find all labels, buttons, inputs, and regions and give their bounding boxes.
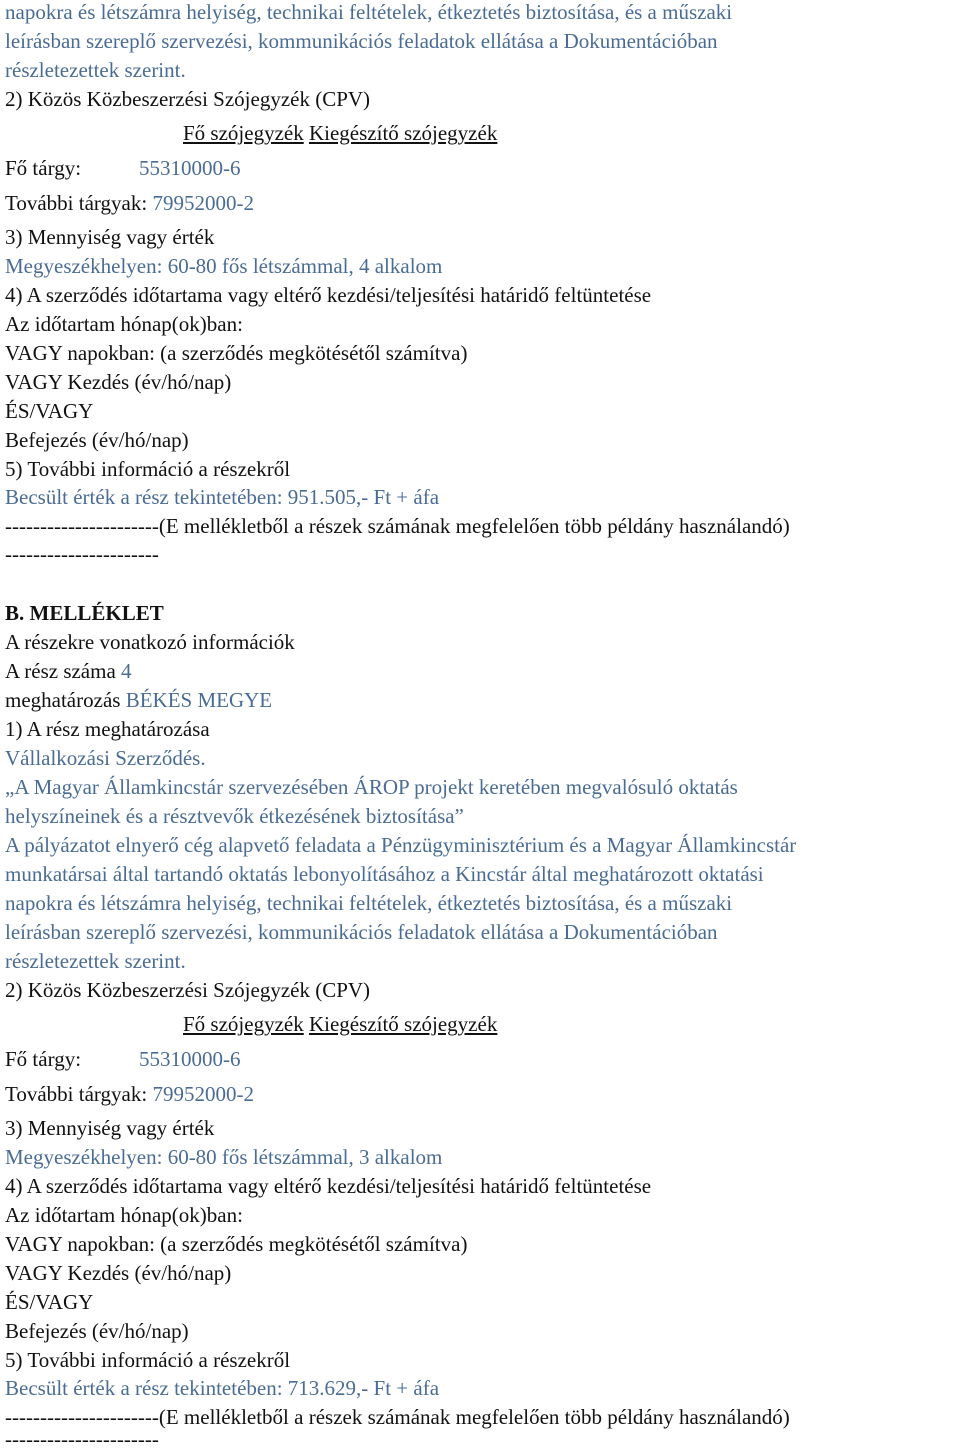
further-info-heading: 5) További információ a részekről bbox=[5, 457, 291, 481]
additional-object-label: További tárgyak: bbox=[5, 191, 148, 215]
duration-heading: 4) A szerződés időtartama vagy eltérő kezdési/teljesítési határidő feltüntetése bbox=[5, 283, 652, 307]
cpv-supp-vocab-label: Kiegészítő szójegyzék bbox=[308, 121, 498, 145]
end-date: Befejezés (év/hó/nap) bbox=[5, 1319, 189, 1343]
and-or: ÉS/VAGY bbox=[5, 1290, 94, 1314]
cpv-heading: 2) Közös Közbeszerzési Szójegyzék (CPV) bbox=[5, 978, 371, 1002]
quantity-value: Megyeszékhelyen: 60-80 fős létszámmal, 3 alkalom bbox=[5, 1145, 443, 1169]
separator-tail: ---------------------- bbox=[5, 542, 159, 566]
part-description-line: leírásban szereplő szervezési, kommunikációs feladatok ellátása a Dokumentációban bbox=[5, 29, 718, 53]
estimated-value: Becsült érték a rész tekintetében: 951.505,- Ft + áfa bbox=[5, 485, 440, 509]
cpv-main-object-row bbox=[5, 156, 241, 180]
cpv-supp-vocab-label: Kiegészítő szójegyzék bbox=[308, 1012, 498, 1036]
definition-value: BÉKÉS MEGYE bbox=[125, 688, 273, 712]
additional-object-code: 79952000-2 bbox=[152, 191, 254, 215]
main-object-code: 55310000-6 bbox=[139, 1047, 241, 1071]
duration-days: VAGY napokban: (a szerződés megkötésétől számítva) bbox=[5, 341, 468, 365]
task-line: munkatársai által tartandó oktatás lebonyolításához a Kincstár által meghatározott oktatási bbox=[5, 862, 764, 886]
start-date: VAGY Kezdés (év/hó/nap) bbox=[5, 370, 232, 394]
part-description-line: részletezettek szerint. bbox=[5, 58, 186, 82]
contract-type: Vállalkozási Szerződés. bbox=[5, 746, 206, 770]
duration-days: VAGY napokban: (a szerződés megkötésétől számítva) bbox=[5, 1232, 468, 1256]
part-definition-heading: 1) A rész meghatározása bbox=[5, 717, 210, 741]
task-line: leírásban szereplő szervezési, kommunikációs feladatok ellátása a Dokumentációban bbox=[5, 920, 718, 944]
cpv-additional-row bbox=[5, 191, 254, 215]
further-info-heading: 5) További információ a részekről bbox=[5, 1348, 291, 1372]
definition-row bbox=[5, 688, 272, 712]
main-object-label: Fő tárgy: bbox=[5, 156, 82, 180]
cpv-additional-row bbox=[5, 1082, 254, 1106]
task-line: napokra és létszámra helyiség, technikai feltételek, étkeztetés biztosítása, és a műszaki bbox=[5, 891, 733, 915]
estimated-value: Becsült érték a rész tekintetében: 713.629,- Ft + áfa bbox=[5, 1376, 440, 1400]
duration-months: Az időtartam hónap(ok)ban: bbox=[5, 312, 243, 336]
quantity-heading: 3) Mennyiség vagy érték bbox=[5, 1116, 215, 1140]
additional-object-label: További tárgyak: bbox=[5, 1082, 148, 1106]
start-date: VAGY Kezdés (év/hó/nap) bbox=[5, 1261, 232, 1285]
main-object-label: Fő tárgy: bbox=[5, 1047, 82, 1071]
part-number-label: A rész száma bbox=[5, 659, 116, 683]
part-number-value: 4 bbox=[121, 659, 132, 683]
separator-line: ----------------------(E mellékletből a részek számának megfelelően több példány használandó) bbox=[5, 514, 790, 538]
part-description-line: napokra és létszámra helyiség, technikai feltételek, étkeztetés biztosítása, és a műszaki bbox=[5, 0, 733, 24]
duration-months: Az időtartam hónap(ok)ban: bbox=[5, 1203, 243, 1227]
task-line: részletezettek szerint. bbox=[5, 949, 186, 973]
annex-title: B. MELLÉKLET bbox=[5, 601, 164, 625]
project-title-line: helyszíneinek és a résztvevők étkezésének biztosítása” bbox=[5, 804, 464, 828]
additional-object-code: 79952000-2 bbox=[152, 1082, 254, 1106]
cpv-main-vocab-label: Fő szójegyzék bbox=[183, 121, 304, 145]
task-line: A pályázatot elnyerő cég alapvető feladata a Pénzügyminisztérium és a Magyar Államkincstár bbox=[5, 833, 797, 857]
duration-heading: 4) A szerződés időtartama vagy eltérő kezdési/teljesítési határidő feltüntetése bbox=[5, 1174, 652, 1198]
and-or: ÉS/VAGY bbox=[5, 399, 94, 423]
project-title-line: „A Magyar Államkincstár szervezésében ÁROP projekt keretében megvalósuló oktatás bbox=[5, 775, 738, 799]
cpv-heading: 2) Közös Közbeszerzési Szójegyzék (CPV) bbox=[5, 87, 371, 111]
cpv-vocab-header bbox=[183, 121, 497, 145]
cpv-vocab-header bbox=[183, 1012, 497, 1036]
main-object-code: 55310000-6 bbox=[139, 156, 241, 180]
separator-line: ----------------------(E mellékletből a részek számának megfelelően több példány használandó) bbox=[5, 1405, 790, 1429]
part-number-row bbox=[5, 659, 132, 683]
definition-label: meghatározás bbox=[5, 688, 121, 712]
separator-tail: ---------------------- bbox=[5, 1427, 159, 1451]
end-date: Befejezés (év/hó/nap) bbox=[5, 428, 189, 452]
cpv-main-vocab-label: Fő szójegyzék bbox=[183, 1012, 304, 1036]
cpv-main-object-row bbox=[5, 1047, 241, 1071]
quantity-heading: 3) Mennyiség vagy érték bbox=[5, 225, 215, 249]
annex-subtitle: A részekre vonatkozó információk bbox=[5, 630, 295, 654]
quantity-value: Megyeszékhelyen: 60-80 fős létszámmal, 4 alkalom bbox=[5, 254, 443, 278]
